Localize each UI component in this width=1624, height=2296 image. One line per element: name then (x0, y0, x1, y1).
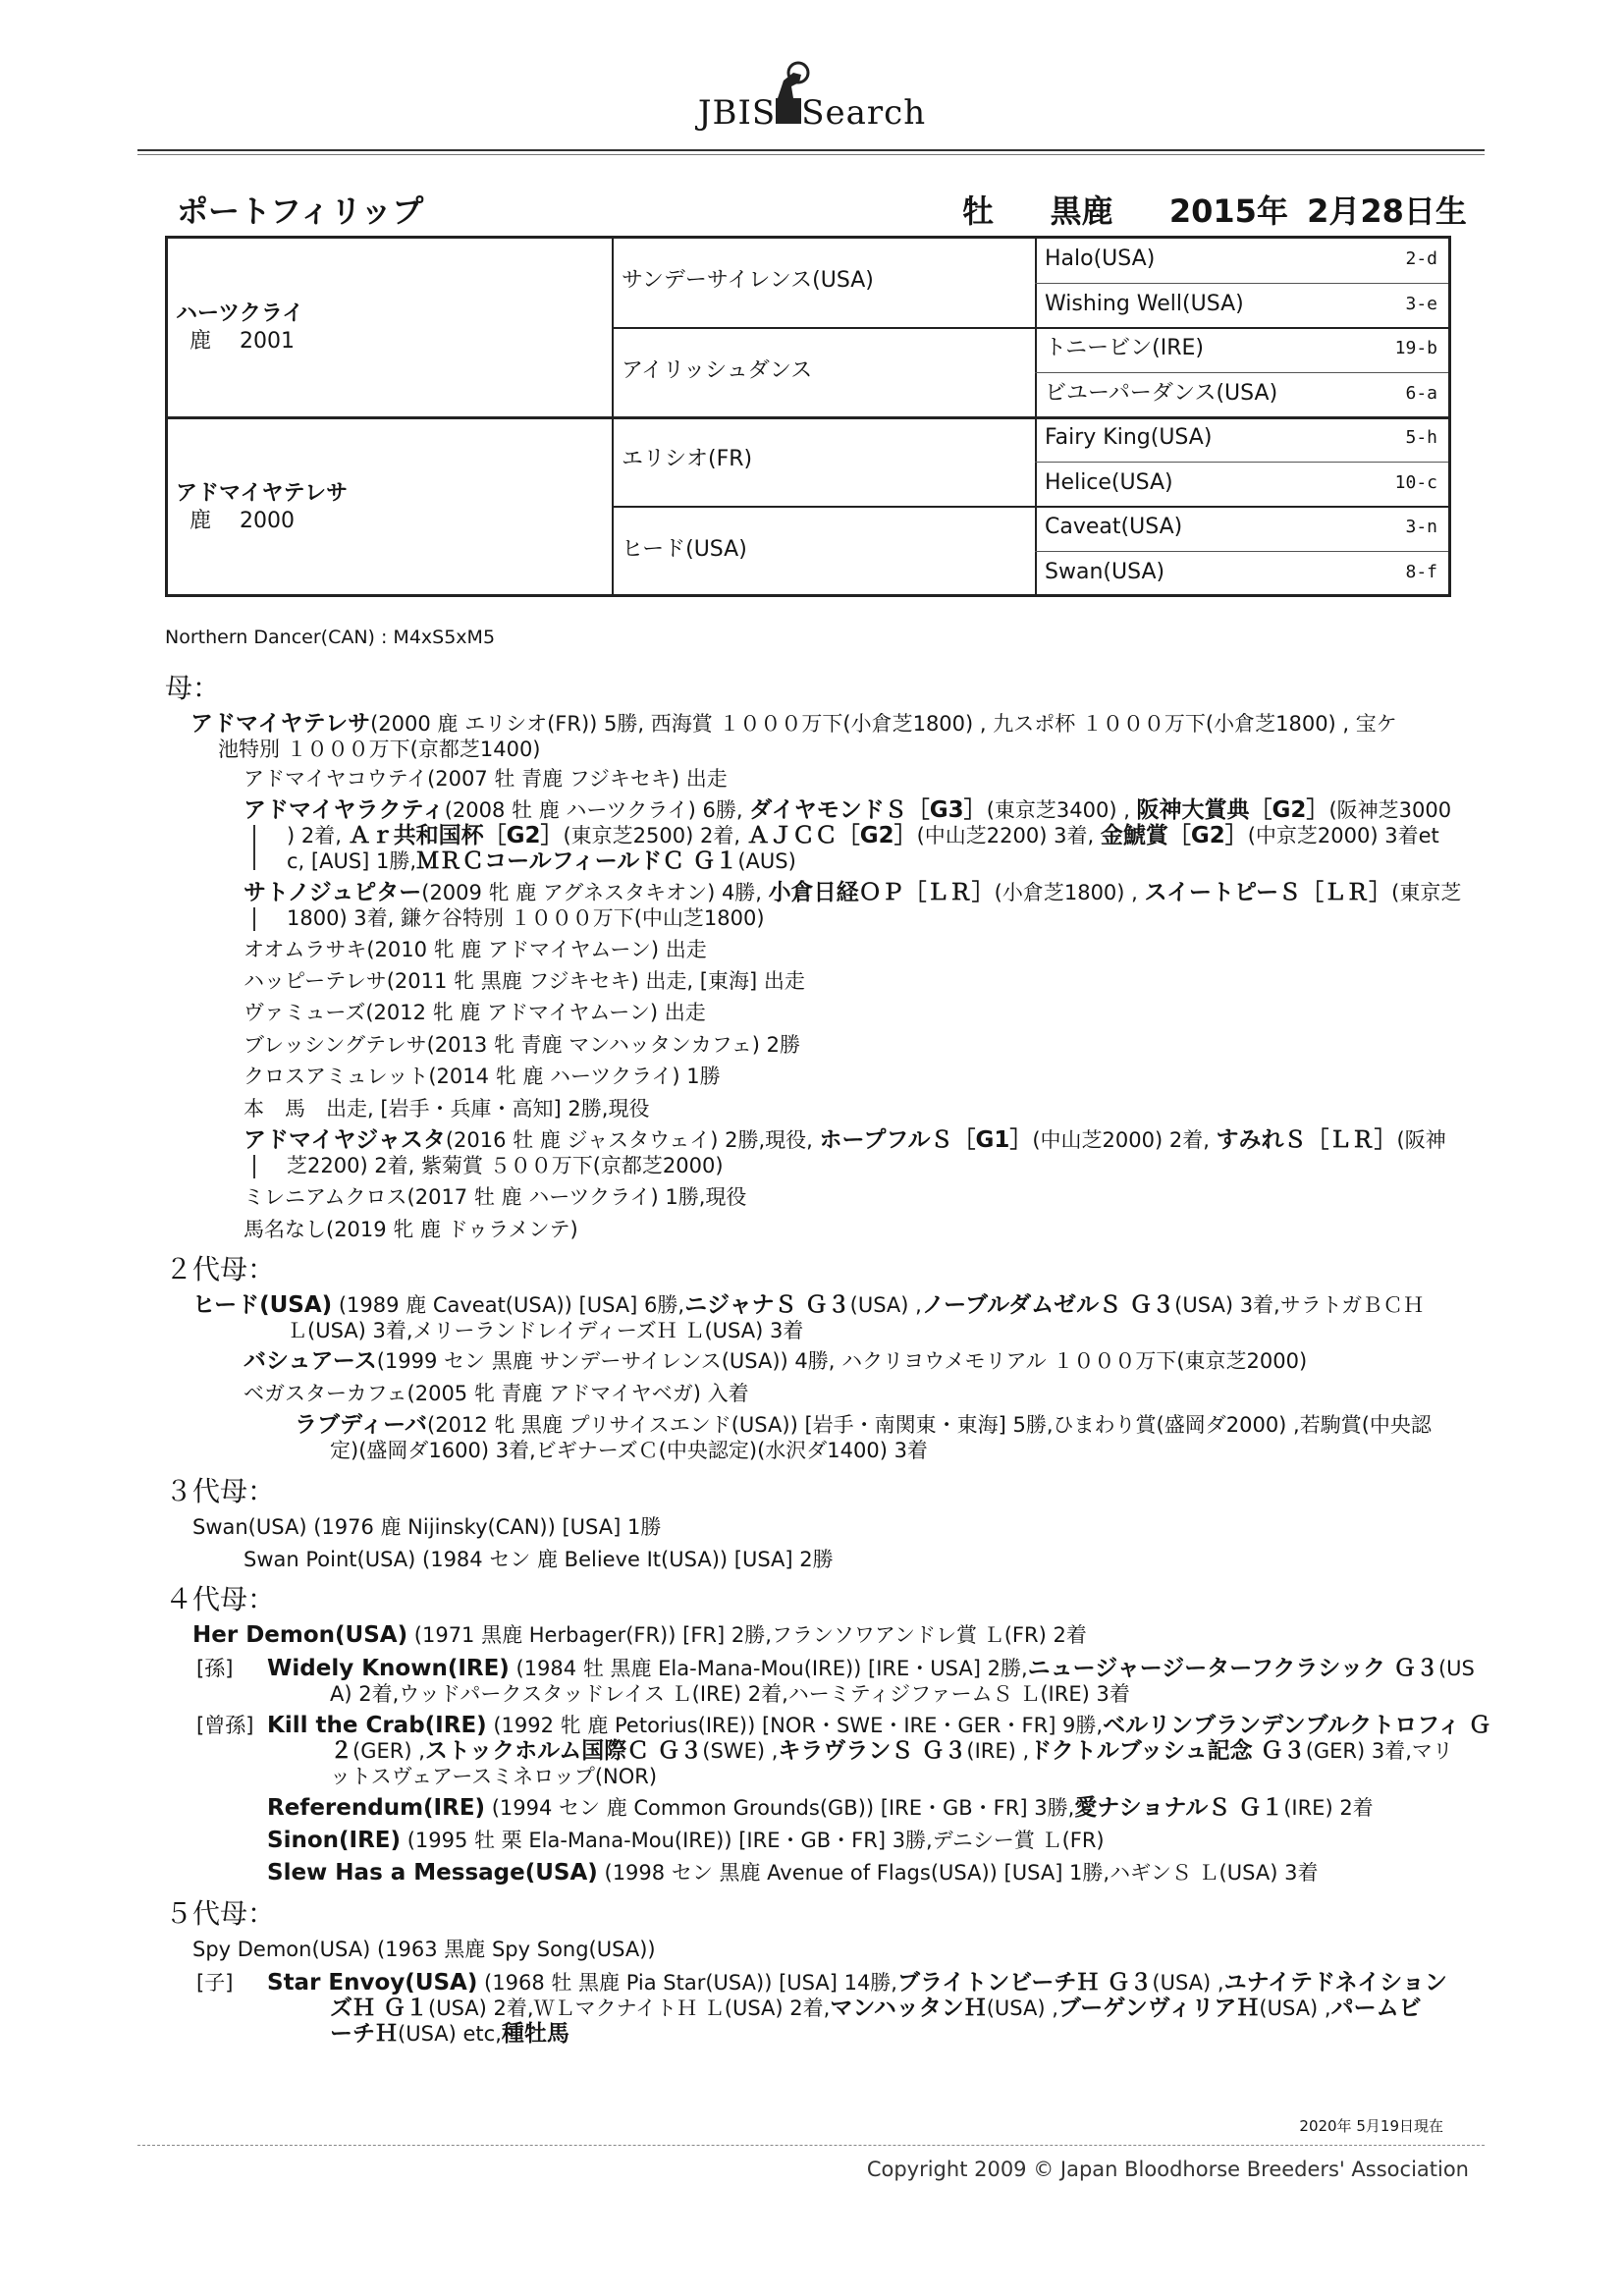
family-line: 池特別 １０００万下(京都芝1400) (218, 738, 541, 761)
family-line: アドマイヤテレサ(2000 鹿 エリシオ(FR)) 5勝, 西海賞 １０００万下(小倉芝1800) , 九スポ杯 １０００万下(小倉芝1800) , 宝ケ (190, 711, 1397, 737)
family-line: Ｌ(USA) 3着,メリーランドレイディーズＨ Ｌ(USA) 3着 (287, 1319, 804, 1342)
pedigree-divider (1035, 462, 1448, 463)
family-line: 定)(盛岡ダ1600) 3着,ビギナーズＣ(中央認定)(水沢ダ1400) 3着 (330, 1439, 928, 1462)
heading-fifth-dam: ５代母： (165, 1897, 276, 1930)
family-line: ーチＨ(USA) etc,種牡馬 (330, 2021, 569, 2047)
family-line: クロスアミュレット(2014 牝 鹿 ハーツクライ) 1勝 (244, 1065, 721, 1088)
family-line: ヴァミューズ(2012 牝 鹿 アドマイヤムーン) 出走 (244, 1001, 706, 1024)
family-line: ラブディーバ(2012 牝 黒鹿 プリサイスエンド(USA)) [岩手・南関東・東海] 5勝,ひまわり賞(盛岡ダ2000) ,若駒賞(中央認 (295, 1412, 1432, 1438)
family-line: ハッピーテレサ(2011 牝 黒鹿 フジキセキ) 出走, [東海] 出走 (244, 969, 805, 993)
gen3-ancestor: Halo(USA) 2-d (1045, 246, 1437, 271)
sire-dam: アイリッシュダンス (622, 358, 813, 383)
pedigree-divider (1035, 283, 1448, 284)
family-line: ヒード(USA) (1989 鹿 Caveat(USA)) [USA] 6勝,ニジャナＳ Ｇ３(USA) ,ノーブルダムゼルＳ Ｇ３(USA) 3着,サラトガＢＣＨ (192, 1292, 1425, 1318)
copyright: Copyright 2009 © Japan Bloodhorse Breeders' Association (866, 2158, 1469, 2181)
dam-info: 鹿 2000 (189, 509, 295, 533)
family-line: Kill the Crab(IRE) (1992 牝 鹿 Petorius(IRE)) [NOR・SWE・IRE・GER・FR] 9勝,ベルリンブランデンブルクトロフィ Ｇ (267, 1713, 1491, 1738)
dam-dam: ヒード(USA) (622, 537, 747, 562)
jbis-search-logo (0, 93, 1624, 133)
family-line: アドマイヤコウテイ(2007 牡 青鹿 フジキセキ) 出走 (244, 767, 728, 791)
sire-sire: サンデーサイレンス(USA) (622, 268, 874, 293)
family-line: アドマイヤジャスタ(2016 牡 鹿 ジャスタウェイ) 2勝,現役, ホープフルＳ［G1］(中山芝2000) 2着, すみれＳ［ＬＲ］(阪神 (244, 1127, 1446, 1153)
dam-name: アドマイヤテレサ (176, 481, 349, 506)
family-line: c, [AUS] 1勝,ＭＲＣコールフィールドＣ Ｇ１(AUS) (287, 848, 796, 874)
family-line: 馬名なし(2019 牝 鹿 ドゥラメンテ) (244, 1218, 578, 1241)
family-line: Spy Demon(USA) (1963 黒鹿 Spy Song(USA)) (192, 1938, 656, 1961)
family-line: ットスヴェアースミネロップ(NOR) (330, 1765, 658, 1788)
family-line: Swan Point(USA) (1984 セン 鹿 Believe It(USA)) [USA] 2勝 (244, 1548, 834, 1571)
family-line: Referendum(IRE) (1994 セン 鹿 Common Grounds(GB)) [IRE・GB・FR] 3勝,愛ナショナルＳ Ｇ１(IRE) 2着 (267, 1795, 1374, 1821)
pedigree-divider (168, 416, 1448, 419)
heading-dam: 母： (165, 672, 221, 704)
footer-rule (137, 2145, 1485, 2146)
family-line: 芝2200) 2着, 紫菊賞 ５００万下(京都芝2000) (287, 1154, 724, 1177)
logo-jbis: JBIS (697, 93, 777, 133)
pedigree-divider (1035, 551, 1448, 552)
horse-info (962, 187, 1467, 232)
heading-third-dam: ３代母： (165, 1475, 276, 1507)
gen3-ancestor: トニービン(IRE) 19-b (1045, 336, 1437, 360)
family-line: ) 2着, Ａｒ共和国杯［G2］(東京芝2500) 2着, ＡＪＣＣ［G2］(中山芝2200) 3着, 金鯱賞［G2］(中京芝2000) 3着et (287, 823, 1439, 848)
family-line: サトノジュピター(2009 牝 鹿 アグネスタキオン) 4勝, 小倉日経ＯＰ［ＬＲ］(小倉芝1800) , スイートピーＳ［ＬＲ］(東京芝 (244, 880, 1462, 905)
family-line: ２(GER) ,ストックホルム国際Ｃ Ｇ３(SWE) ,キラヴランＳ Ｇ３(IRE) ,ドクトルブッシュ記念 Ｇ３(GER) 3着,マリ (330, 1738, 1453, 1764)
family-line: Sinon(IRE) (1995 牡 栗 Ela-Mana-Mou(IRE)) [IRE・GB・FR] 3勝,デニシー賞 Ｌ(FR) (267, 1828, 1105, 1853)
family-line: アドマイヤラクティ(2008 牡 鹿 ハーツクライ) 6勝, ダイヤモンドＳ［G3］(東京芝3400) , 阪神大賞典［G2］(阪神芝3000 (244, 797, 1452, 823)
heading-fourth-dam: ４代母： (165, 1583, 276, 1615)
family-line: A) 2着,ウッドパークスタッドレイス Ｌ(IRE) 2着,ハーミティジファームＳ Ｌ(IRE) 3着 (330, 1682, 1130, 1706)
relation-tag: [孫] (196, 1657, 234, 1680)
horse-name: ポートフィリップ (177, 192, 424, 230)
sire-name: ハーツクライ (176, 301, 304, 326)
gen3-ancestor: Helice(USA) 10-c (1045, 470, 1437, 495)
family-line: ミレニアムクロス(2017 牡 鹿 ハーツクライ) 1勝,現役 (244, 1185, 747, 1209)
gen3-ancestor: Fairy King(USA) 5-h (1045, 425, 1437, 450)
inbreeding-note: Northern Dancer(CAN) : M4xS5xM5 (165, 627, 496, 648)
family-line: Star Envoy(USA) (1968 牡 黒鹿 Pia Star(USA)) [USA] 14勝,ブライトンビーチＨ Ｇ３(USA) ,ユナイテドネイション (267, 1970, 1447, 1995)
family-line: ベガスターカフェ(2005 牝 青鹿 アドマイヤベガ) 入着 (244, 1382, 749, 1405)
heading-second-dam: ２代母： (165, 1253, 276, 1285)
descendant-bar (253, 1155, 255, 1178)
descendant-bar (253, 907, 255, 931)
horse-birth-date: 2015年 2月28日生 (1168, 192, 1467, 230)
family-line: 本 馬 出走, [岩手・兵庫・高知] 2勝,現役 (244, 1097, 650, 1121)
family-line: Slew Has a Message(USA) (1998 セン 黒鹿 Avenue of Flags(USA)) [USA] 1勝,ハギンＳ Ｌ(USA) 3着 (267, 1860, 1319, 1886)
descendant-bar (253, 825, 255, 870)
gen3-ancestor: Swan(USA) 8-f (1045, 560, 1437, 584)
family-line: バシュアース(1999 セン 黒鹿 サンデーサイレンス(USA)) 4勝, ハクリヨウメモリアル １０００万下(東京芝2000) (244, 1348, 1308, 1374)
family-line: 1800) 3着, 鎌ケ谷特別 １０００万下(中山芝1800) (287, 906, 765, 930)
dam-sire: エリシオ(FR) (622, 447, 753, 471)
family-line: Her Demon(USA) (1971 黒鹿 Herbager(FR)) [FR] 2勝,フランソワアンドレ賞 Ｌ(FR) 2着 (192, 1622, 1087, 1648)
gen3-ancestor: ビユーパーダンス(USA) 6-a (1045, 381, 1437, 406)
relation-tag: [曾孫] (196, 1714, 254, 1737)
as-of-date: 2020年 5月19日現在 (1299, 2117, 1443, 2135)
logo-search: Search (801, 93, 927, 133)
sire-info: 鹿 2001 (189, 329, 295, 354)
pedigree-divider (612, 506, 1448, 508)
header-rule-thin (137, 154, 1485, 155)
family-line: ズＨ Ｇ１(USA) 2着,ＷＬマクナイトＨ Ｌ(USA) 2着,マンハッタンＨ(USA) ,ブーゲンヴィリアＨ(USA) ,パームビ (330, 1995, 1422, 2021)
gen3-ancestor: Caveat(USA) 3-n (1045, 515, 1437, 539)
pedigree-divider (612, 327, 1448, 329)
horse-color: 黒鹿 (1050, 192, 1113, 230)
family-line: Widely Known(IRE) (1984 牡 黒鹿 Ela-Mana-Mou(IRE)) [IRE・USA] 2勝,ニュージャージーターフクラシック Ｇ３(US (267, 1656, 1475, 1681)
relation-tag: [子] (196, 1971, 234, 1995)
horse-logo-icon (776, 100, 801, 130)
pedigree-divider (1035, 372, 1448, 373)
horse-sex: 牡 (962, 192, 995, 230)
family-line: Swan(USA) (1976 鹿 Nijinsky(CAN)) [USA] 1勝 (192, 1515, 662, 1539)
gen3-ancestor: Wishing Well(USA) 3-e (1045, 292, 1437, 316)
family-line: ブレッシングテレサ(2013 牝 青鹿 マンハッタンカフェ) 2勝 (244, 1033, 800, 1057)
family-line: オオムラサキ(2010 牝 鹿 アドマイヤムーン) 出走 (244, 938, 707, 961)
pedigree-table (165, 236, 1451, 597)
header-rule (137, 149, 1485, 151)
